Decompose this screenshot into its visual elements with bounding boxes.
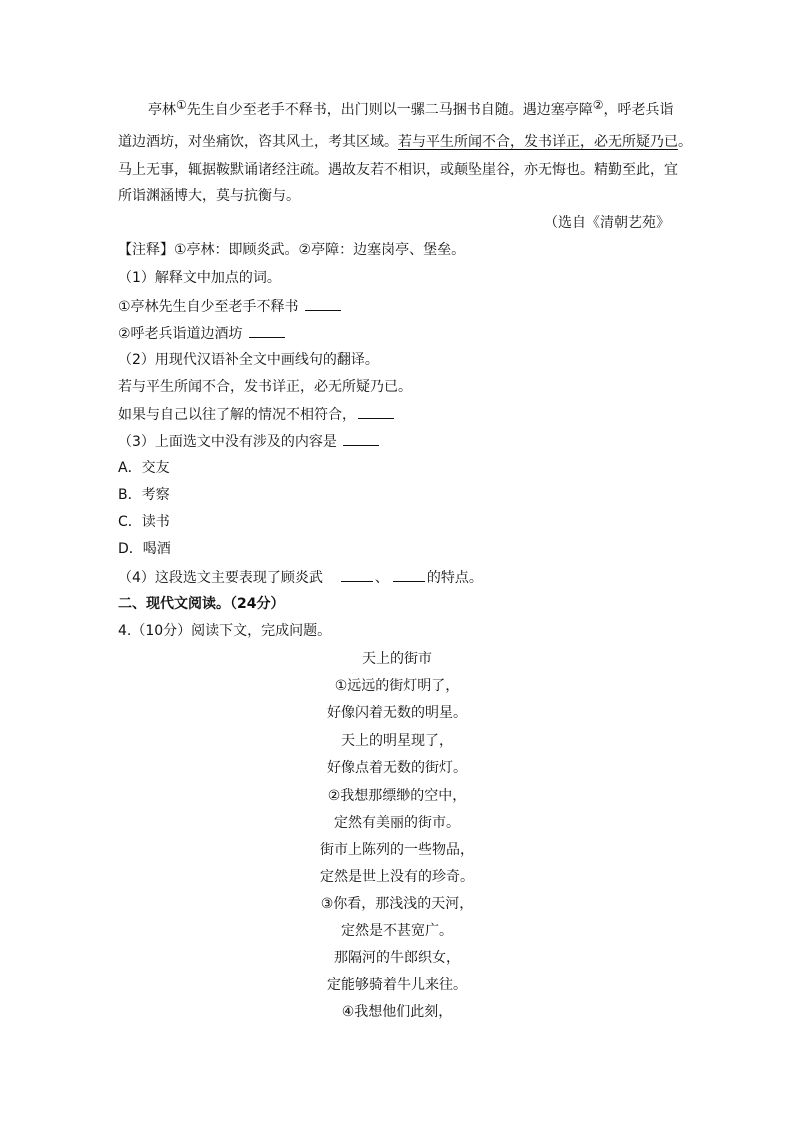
passage-text: 亭林 (148, 102, 176, 118)
passage-line-1 (148, 100, 674, 120)
annotation-notes: 【注释】①亭林：即顾炎武。②亭障：边塞岗亭、堡垒。 (118, 242, 466, 258)
stem-text: （3）上面选文中没有涉及的内容是 (118, 434, 337, 450)
option-d[interactable]: D．喝酒 (118, 541, 171, 557)
item-text: ①亭林先生自少至老手不释书 (118, 299, 299, 315)
passage-text: 道边酒坊，对坐痛饮，咨其风土，考其区域。 (118, 134, 398, 150)
item-text: ②呼老兵诣道边酒坊 (118, 326, 243, 342)
question-2-sentence: 若与平生所闻不合，发书详正，必无所疑乃已。 (118, 379, 412, 395)
answer-blank[interactable] (249, 323, 285, 338)
poem-line: 好像点着无数的街灯。 (327, 760, 467, 776)
passage-text: ，呼老兵诣 (603, 102, 674, 118)
passage-line-2 (118, 132, 692, 152)
poem-line: 天上的明星现了， (341, 733, 453, 749)
poem-title: 天上的街市 (362, 651, 432, 667)
poem-line: ③你看，那浅浅的天河， (320, 896, 474, 912)
option-c[interactable]: C．读书 (118, 514, 170, 530)
poem-line: 街市上陈列的一些物品， (320, 842, 474, 858)
poem-line: ②我想那缥缈的空中， (327, 788, 467, 804)
footnote-marker-2: ② (592, 98, 604, 112)
answer-blank[interactable] (358, 404, 394, 419)
passage-text: 。 (678, 134, 692, 150)
question-1-stem: （1）解释文中加点的词。 (118, 270, 281, 286)
passage-line-3: 马上无事，辄据鞍默诵诸经注疏。遇故友若不相识，或颠坠崖谷，亦无悔也。精勤至此，宜 (118, 162, 678, 178)
translation-text: 如果与自己以往了解的情况不相符合， (118, 407, 356, 423)
poem-line: 好像闪着无数的明星。 (327, 705, 467, 721)
section-heading: 二、现代文阅读。（24分） (118, 596, 285, 612)
question-4-stem (118, 567, 483, 588)
poem-line: 定然有美丽的街市。 (334, 815, 460, 831)
passage-text: 先生自少至老手不释书，出门则以一骡二马捆书自随。遇边塞亭障 (186, 102, 593, 118)
question-1-item-1 (118, 296, 341, 317)
answer-blank[interactable] (341, 567, 373, 582)
poem-line: 定然是世上没有的珍奇。 (320, 869, 474, 885)
poem-line: 那隔河的牛郎织女， (334, 950, 460, 966)
stem-text: 的特点。 (426, 570, 483, 586)
footnote-marker-1: ① (176, 98, 187, 112)
question-2-translation (118, 404, 394, 425)
option-b[interactable]: B．考察 (118, 487, 170, 503)
stem-text: （4）这段选文主要表现了顾炎武 (118, 570, 323, 586)
poem-line: ④我想他们此刻， (341, 1004, 453, 1020)
question-2-stem: （2）用现代汉语补全文中画线句的翻译。 (118, 352, 379, 368)
question-4-intro: 4.（10分）阅读下文，完成问题。 (118, 623, 332, 639)
passage-source: （选自《清朝艺苑》 (544, 215, 670, 231)
passage-line-4: 所诣渊涵博大，莫与抗衡与。 (118, 188, 300, 204)
poem-line: 定然是不甚宽广。 (341, 923, 453, 939)
underlined-sentence: 若与平生所闻不合，发书详正，必无所疑乃已 (398, 134, 678, 150)
poem-line: ①远远的街灯明了， (334, 678, 460, 694)
separator: 、 (374, 570, 389, 586)
option-a[interactable]: A．交友 (118, 460, 170, 476)
answer-blank[interactable] (305, 296, 341, 311)
question-1-item-2 (118, 323, 285, 344)
poem-line: 定能够骑着牛儿来往。 (327, 977, 467, 993)
answer-blank[interactable] (393, 567, 425, 582)
answer-blank[interactable] (343, 431, 379, 446)
question-3-stem (118, 431, 379, 452)
